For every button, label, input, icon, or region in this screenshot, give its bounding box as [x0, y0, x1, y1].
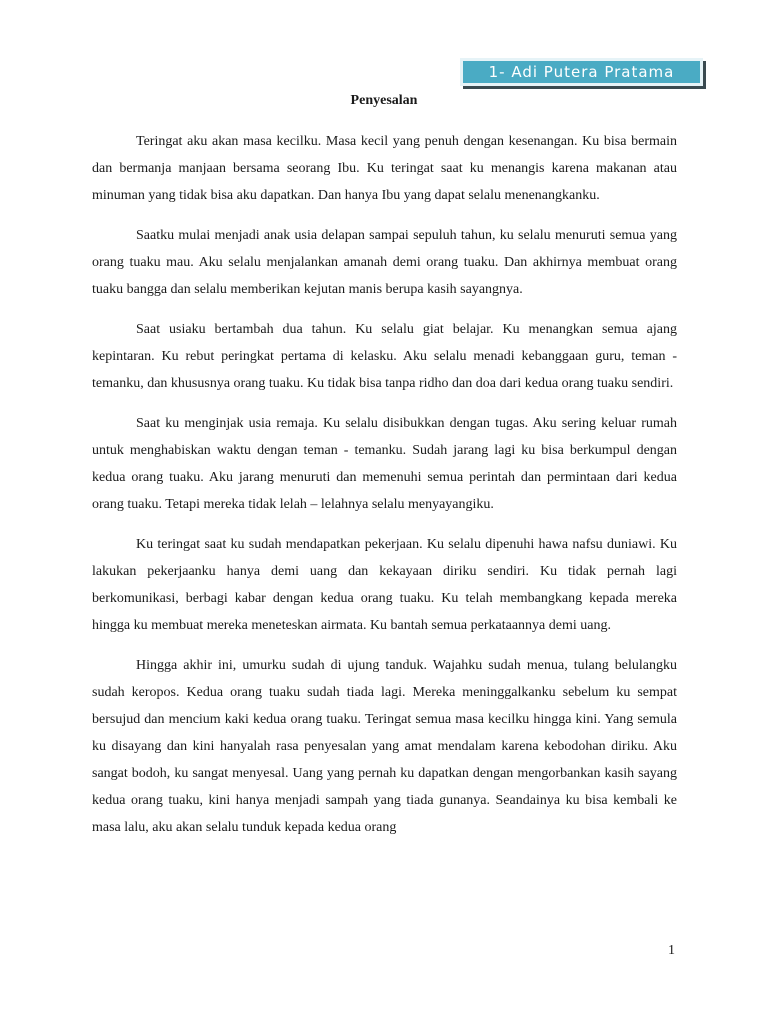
page-number: 1	[668, 943, 675, 958]
author-header-label: 1- Adi Putera Pratama	[488, 63, 675, 81]
paragraph: Saat ku menginjak usia remaja. Ku selalu disibukkan dengan tugas. Aku sering keluar rumah untuk menghabiskan waktu dengan teman - temanku. Sudah jarang lagi ku bisa berkumpul dengan kedua orang tuaku. Aku jarang menuruti dan memenuhi semua perintah dan permintaan dari kedua orang tuaku. Tetapi mereka tidak lelah – lelahnya selalu menyayangiku.	[92, 416, 677, 512]
paragraph: Teringat aku akan masa kecilku. Masa kecil yang penuh dengan kesenangan. Ku bisa bermain dan bermanja manjaan bersama seorang Ibu. Ku teringat saat ku menangis karena makanan atau minuman yang tidak bisa aku dapatkan. Dan hanya Ibu yang dapat selalu menenangkanku.	[92, 134, 677, 203]
document-title: Penyesalan	[350, 93, 418, 108]
paragraph: Hingga akhir ini, umurku sudah di ujung tanduk. Wajahku sudah menua, tulang belulangku sudah keropos. Kedua orang tuaku sudah tiada lagi. Mereka meninggalkanku sebelum ku sempat bersujud dan mencium kaki kedua orang tuaku. Teringat semua masa kecilku hingga kini. Yang semula ku disayang dan kini hanyalah rasa penyesalan yang amat mendalam karena kebodohan diriku. Aku sangat bodoh, ku sangat menyesal. Uang yang pernah ku dapatkan dengan mengorbankan kasih sayang kedua orang tuaku, kini hanya menjadi sampah yang tiada gunanya. Seandainya ku bisa kembali ke masa lalu, aku akan selalu tunduk kepada kedua orang	[92, 658, 677, 835]
paragraph: Ku teringat saat ku sudah mendapatkan pekerjaan. Ku selalu dipenuhi hawa nafsu duniawi. Ku lakukan pekerjaanku hanya demi uang dan kekayaan diriku sendiri. Ku tidak pernah lagi berkomunikasi, berbagi kabar dengan kedua orang tuaku. Ku telah membangkang kepada mereka hingga ku membuat mereka meneteskan airmata. Ku bantah semua perkataannya demi uang.	[92, 537, 677, 633]
paragraph: Saatku mulai menjadi anak usia delapan sampai sepuluh tahun, ku selalu menuruti semua yang orang tuaku mau. Aku selalu menjalankan amanah demi orang tuaku. Dan akhirnya membuat orang tuaku bangga dan selalu memberikan kejutan manis berupa kasih sayangnya.	[92, 228, 677, 297]
document-body	[92, 128, 677, 854]
paragraph: Saat usiaku bertambah dua tahun. Ku selalu giat belajar. Ku menangkan semua ajang kepintaran. Ku rebut peringkat pertama di kelasku. Aku selalu menadi kebanggaan guru, teman - temanku, dan khususnya orang tuaku. Ku tidak bisa tanpa ridho dan doa dari kedua orang tuaku sendiri.	[92, 322, 677, 391]
author-header-box	[460, 58, 703, 86]
